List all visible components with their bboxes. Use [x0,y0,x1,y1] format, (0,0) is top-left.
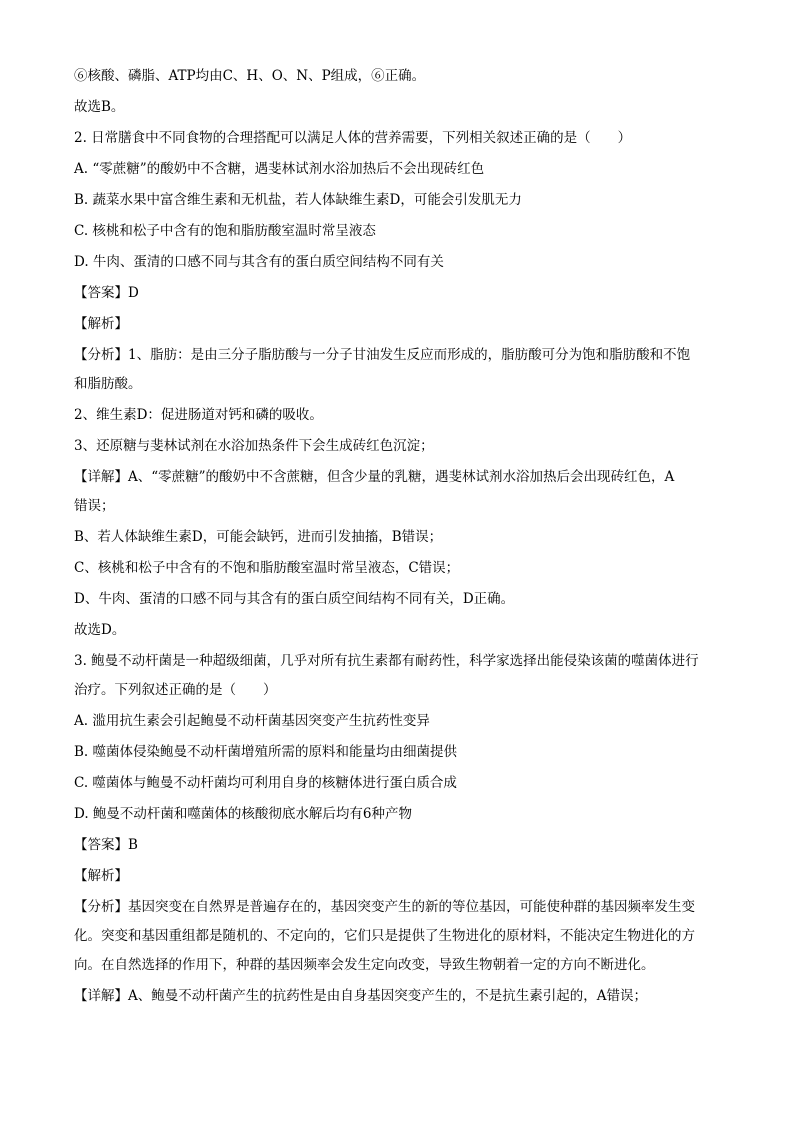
question-3-option-d: D. 鲍曼不动杆菌和噬菌体的核酸彻底水解后均有6种产物 [74,806,413,822]
text-line: 和脂肪酸。 [74,376,142,392]
text-line: ⑥核酸、磷脂、ATP均由C、H、O、N、P组成，⑥正确。 [74,68,426,84]
question-2-option-b: B. 蔬菜水果中富含维生素和无机盐，若人体缺维生素D，可能会引发肌无力 [74,192,522,208]
question-2-option-a: A. “零蔗糖”的酸奶中不含糖，遇斐林试剂水浴加热后不会出现砖红色 [74,161,485,177]
text-line: 错误； [74,498,115,514]
text-line: 2、维生素D：促进肠道对钙和磷的吸收。 [74,407,323,423]
question-3-option-b: B. 噬菌体侵染鲍曼不动杆菌增殖所需的原料和能量均由细菌提供 [74,744,458,760]
text-line: 【详解】A、鲍曼不动杆菌产生的抗药性是由自身基因突变产生的，不是抗生素引起的，A错误； [74,988,647,1004]
text-line: 故选D。 [74,622,126,638]
question-2-option-c: C. 核桃和松子中含有的饱和脂肪酸室温时常呈液态 [74,223,376,239]
question-3-stem: 治疗。下列叙述正确的是（ ） [74,682,277,698]
text-line: 【分析】1、脂肪：是由三分子脂肪酸与一分子甘油发生反应而形成的，脂肪酸可分为饱和脂肪酸和不饱 [74,347,691,363]
question-3-option-a: A. 滥用抗生素会引起鲍曼不动杆菌基因突变产生抗药性变异 [74,713,430,729]
question-3-stem: 3. 鲍曼不动杆菌是一种超级细菌，几乎对所有抗生素都有耐药性，科学家选择出能侵染该菌的噬菌体进行 [74,653,699,669]
answer-label: 【答案】B [74,837,138,853]
text-line: 故选B。 [74,99,125,115]
text-line: C、核桃和松子中含有的不饱和脂肪酸室温时常呈液态，C错误； [74,560,460,576]
text-line: D、牛肉、蛋清的口感不同与其含有的蛋白质空间结构不同有关，D正确。 [74,591,515,607]
question-2-option-d: D. 牛肉、蛋清的口感不同与其含有的蛋白质空间结构不同有关 [74,254,444,270]
text-line: B、若人体缺维生素D，可能会缺钙，进而引发抽搐，B错误； [74,529,443,545]
text-line: 3、还原糖与斐林试剂在水浴加热条件下会生成砖红色沉淀； [74,438,434,454]
text-line: 【详解】A、“零蔗糖”的酸奶中不含蔗糖，但含少量的乳糖，遇斐林试剂水浴加热后会出现砖红色，A [74,469,675,485]
text-line: 化。突变和基因重组都是随机的、不定向的，它们只是提供了生物进化的原材料，不能决定生物进化的方 [74,928,695,944]
text-line: 【分析】基因突变在自然界是普遍存在的，基因突变产生的新的等位基因，可能使种群的基因频率发生变 [74,899,695,915]
question-2-stem: 2. 日常膳食中不同食物的合理搭配可以满足人体的营养需要，下列相关叙述正确的是（ ） [74,130,632,146]
question-3-option-c: C. 噬菌体与鲍曼不动杆菌均可利用自身的核糖体进行蛋白质合成 [74,775,457,791]
answer-label: 【答案】D [74,285,139,301]
analysis-label: 【解析】 [74,868,128,884]
text-line: 向。在自然选择的作用下，种群的基因频率会发生定向改变，导致生物朝着一定的方向不断进化。 [74,957,655,973]
analysis-label: 【解析】 [74,316,128,332]
